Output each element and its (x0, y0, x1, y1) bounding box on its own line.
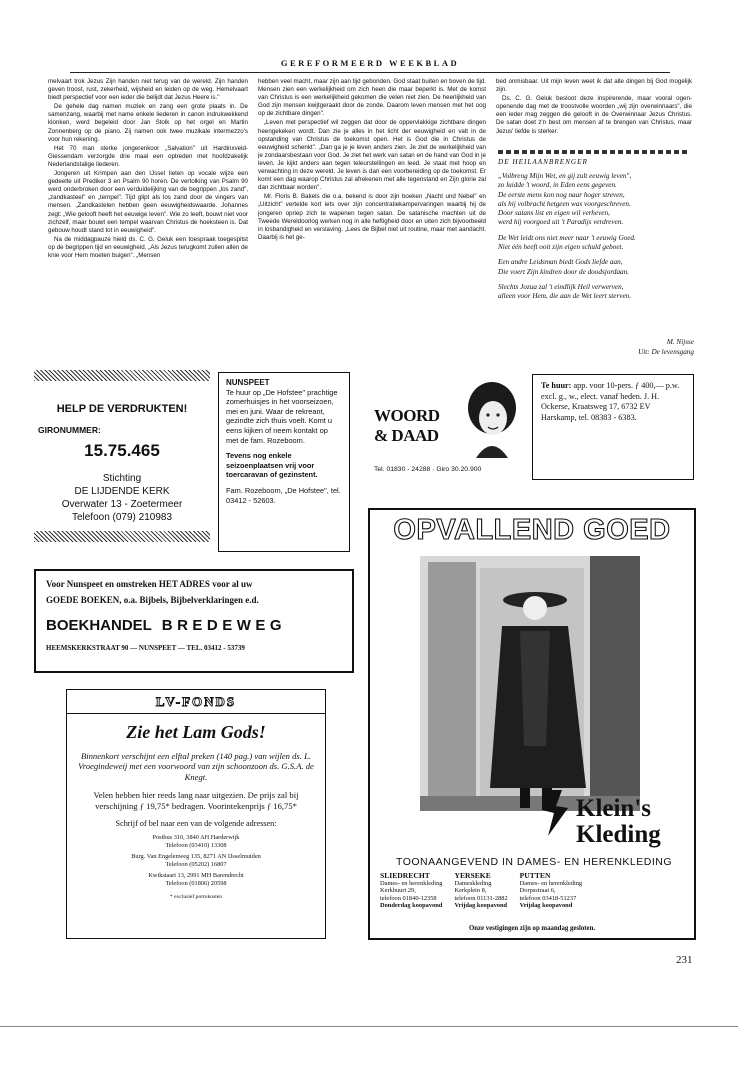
giro-label: GIRONUMMER: (38, 425, 101, 435)
te-huur-label: Te huur: (541, 381, 572, 390)
poem-line: Een andre Leidsman biedt Gods liefde aan, (498, 258, 623, 267)
page-header: GEREFORMEERD WEEKBLAD (280, 58, 460, 68)
dotted-border-bottom (34, 531, 210, 542)
te-huur-body: app. voor 10-pers. ƒ 400,— p.w. excl. g., w., elect. vanaf heden. J. H. Ockerse, Kraatsweg 17, 6732 EV Harskamp, tel. 08383 - 6383. (541, 381, 680, 422)
boek-name (46, 617, 342, 634)
paragraph: Ds. C. G. Geluk besloot deze inspirerende, maar vooral ogen-openende dag met de troostvolle woorden „wij zijn overwinnaars", die een ieder mag zeggen die gelooft in de Overwinnaar Jezus Christus. De satan doet z'n best om mensen af te brengen van Christus, maar Jezus' liefde is sterker. (496, 95, 692, 135)
poem-line: als hij volbracht hetgeen was voorgeschreven. (498, 199, 631, 208)
nunspeet-footer: Fam. Rozeboom, „De Hofstee", tel. 03412 - 52603. (226, 485, 341, 505)
giro-number: 15.75.465 (84, 441, 160, 460)
nunspeet-body: Te huur op „De Hofstee" prachtige zomerhuisjes in het voorseizoen, mei en juni. Waar de rekreant, gezindte zich thuis voelt. Komt u eens kijken of neem kontakt op met de fam. Rozeboom. (226, 387, 338, 445)
store-l1: Dameskleding (454, 879, 492, 887)
lv-addr-3: Kwikstaart 13, 2991 MH Barendrecht Telefoon (01806) 20598 (148, 872, 244, 887)
store-l1: Dames- en herenkleding (519, 879, 583, 887)
kleins-headline: OPVALLEND GOED (393, 514, 671, 546)
store-l4: Vrijdag koopavond (519, 902, 573, 910)
lv-write: Schrijf of bel naar een van de volgende adressen: (115, 819, 277, 829)
lv-intro: Binnenkort verschijnt een elftal preken (140 pag.) van wijlen ds. L. Vroegindeweij met een voorwoord van zijn schoonzoon ds. G.S.A. de Knegt. (78, 751, 314, 782)
paragraph: De gehele dag namen muziek en zang een grote plaats in. De samenzang, waarbij met name enkele liederen in canon indrukwekkend klonken, werd begeleid door Jan Stolk op het orgel en Martin Zonnenberg op de piano. Zij namen ook twee muzikale intermezzo's voor hun rekening. (48, 103, 248, 143)
kleins-brand-1: Klein's (576, 795, 652, 822)
help-title: HELP DE VERDRUKTEN! (56, 403, 188, 415)
boek-line-1: Voor Nunspeet en omstreken HET ADRES voor al uw (46, 579, 253, 589)
nunspeet-title: NUNSPEET (226, 378, 270, 387)
poem-title: DE HEILAANBRENGER (498, 158, 588, 166)
store-l3: telefoon 01131-2882 (454, 894, 508, 902)
poem-stanza (498, 234, 698, 253)
lv-title: Zie het Lam Gods! (126, 722, 266, 742)
dotted-border-top (34, 370, 210, 381)
store-l2: Dorpsstraat 6, (519, 887, 556, 895)
poem-line: De eerste mens kon nog naar hoger streven, (498, 190, 625, 199)
paragraph: bed onmisbaar. Uit mijn leven weet ik dat alle dingen bij God mogelijk zijn. (496, 78, 692, 94)
help-line-4: Telefoon (079) 210983 (71, 512, 173, 523)
poem-line: „Volbreng Mijn Wet, en gij zult eeuwig leven", (498, 172, 632, 180)
daad-logo: & DAAD (374, 426, 439, 445)
lv-addr-2: Burg. Van Engelenweg 135, 8271 AN IJsselmuiden Telefoon (05202) 16807 (131, 853, 261, 868)
help-line-1: Stichting (102, 473, 142, 484)
ad-lv-fonds (66, 689, 326, 939)
ad-lijdende-kerk (34, 370, 210, 560)
boek-name-2: BREDEWEG (161, 617, 287, 634)
lv-note: * exclusief portokosten (169, 893, 223, 900)
lv-rule (67, 713, 325, 714)
scan-edge (0, 1026, 738, 1027)
article-column-1 (48, 78, 248, 363)
fashion-photo (420, 556, 640, 811)
ad-nunspeet (218, 372, 350, 552)
ad-boekhandel (34, 569, 354, 673)
header-rule (70, 72, 670, 73)
poem-body (498, 172, 698, 308)
portrait-photo (464, 378, 520, 458)
poem-stanza (498, 172, 698, 228)
boek-name-1: BOEKHANDEL (46, 617, 152, 634)
poem-stanza (498, 283, 698, 302)
ad-woord-daad (368, 374, 526, 484)
store-l2: Kerkbuurt 29, (380, 887, 416, 895)
kleins-logo-icon (538, 790, 572, 836)
store-l4: Vrijdag koopavond (454, 902, 508, 910)
lv-order: Velen hebben hier reeds lang naar uitgezien. De prijs zal bij verschijning ƒ 19,75* bedragen. Voorintekenprijs ƒ 16,75* (93, 790, 299, 811)
store-info (514, 872, 588, 910)
article-column-3 (496, 78, 692, 158)
store-city: SLIEDRECHT (380, 871, 430, 880)
kleins-closed: Onze vestigingen zijn op maandag gesloten. (468, 925, 596, 932)
poem-line: zo luidde 't woord, in Eden eens gegeven. (498, 181, 617, 190)
ad-kleins-kleding (368, 508, 696, 940)
paragraph: hebben veel macht, maar zijn aan tijd gebonden. God staat buiten en boven de tijd. Mensen zien een werkelijkheid om zich heen die maar beperkt is. Met de komst van Christus is een werkelijkheid gekomen die velen niet zien. De heerlijkheid van God zijn mensen kwijtgeraakt door de zonde. Daarom leven mensen met het oog op de zichtbare dingen". (258, 78, 486, 118)
poem-line: Slechts Jozua zal 't eindlijk Heil verwerven, (498, 282, 624, 291)
kleins-brand-2: Kleding (576, 821, 661, 848)
store-table (374, 872, 588, 910)
paragraph: Het 70 man sterke jongerenkoor „Salvation" uit Hardinxveld-Giessendam verzorgde drie maal een optreden met hoofdzakelijk Nederlandstalige liederen. (48, 144, 248, 168)
boek-address: HEEMSKERKSTRAAT 90 — NUNSPEET — TEL. 03412 - 53739 (46, 644, 245, 652)
paragraph: Na de middagpauze hield ds. C. G. Geluk een toespraak toegespitst op de begrippen tijd en eeuwigheid. „Als Jezus terugkomt zullen allen de knie voor Hem moeten buigen". „Mensen (48, 235, 248, 259)
poem-author: M. Nijsse (666, 338, 694, 346)
help-line-2: DE LIJDENDE KERK (74, 486, 170, 497)
woord-logo: WOORD (374, 406, 440, 425)
poem-line: werd hij voorgoed uit 't Paradijs verdreven. (498, 218, 624, 227)
poem-line: Die voert Zijn kindren door de doodsjordaan. (498, 267, 630, 276)
store-info (374, 872, 448, 910)
lv-addr-1: Postbus 310, 3840 AH Harderwijk Telefoon (03410) 13308 (152, 834, 240, 849)
kleins-tagline: TOONAANGEVEND IN DAMES- EN HERENKLEDING (395, 856, 673, 868)
poem-divider (498, 150, 690, 154)
store-city: YERSEKE (454, 871, 491, 880)
lv-header: LV-FONDS (155, 694, 237, 709)
help-line-3: Overwater 13 - Zoetermeer (61, 499, 183, 510)
paragraph: Mr. Floris B. Bakels die o.a. bekend is door zijn boeken „Nacht und Nebel" en „Uitzicht" vertelde kort iets over zijn concentratiekampervaringen waarbij hij de jongeren opriep zich te wapenen tegen satan. De satanische machten uit de Tweede Wereldoorlog werken nog in alle heftigheid door en uiten zich bijvoorbeeld in losbandigheid en verslaving. „Lees de Bijbel niet uit routine, maar met aandacht. Daarbij is het ge- (258, 193, 486, 241)
article-column-2 (258, 78, 486, 363)
paragraph: „Leven met perspectief wil zeggen dat door de oppervlakkige zichtbare dingen heengekeken wordt. Dan zie je alles in het licht der eeuwigheid en valt in de opstanding van Christus de toekomst open. Het is God die in Christus de eeuwigheid schenkt". „Dan ga je je leven anders zien. Je ziet de werkelijkheid van je zondaarsbestaan voor God. Je ziet het werk van satan en de hand van God in je leven. Je kijkt anders aan tegen teleurstellingen en leed. Je staat met hoop en verwachting in deze wereld. Je leven is dan een voorbereiding op de toekomst. Er komt een dag waarop Christus zal afrekenen met alle tegenstand en Zijn glorie zal dan zichtbaar worden". (258, 119, 486, 192)
poem-line: Niet één heeft ooit zijn eigen schuld geboet. (498, 243, 624, 252)
store-l2: Kerkplein 8, (454, 887, 487, 895)
store-info (448, 872, 513, 910)
store-l3: telefoon 03418-51237 (519, 894, 577, 902)
nunspeet-bold: Tevens nog enkele seizoenplaatsen vrij voor toercaravan of gezinstent. (226, 451, 318, 480)
poem-line: Door satans list en eigen wil verheven, (498, 209, 610, 218)
store-l3: telefoon 01840-12358 (380, 894, 437, 902)
ad-te-huur (532, 374, 694, 480)
page-number: 231 (676, 954, 693, 966)
poem-line: De Wet leidt ons niet meer naar 't eeuwig Goed. (498, 233, 636, 242)
paragraph: melvaart trok Jezus Zijn handen niet terug van de wereld. Zijn handen geven troost, rust, zekerheid, wijsheid en leiden op de weg. Hemelvaart biedt perspectief voor een ieder die belijdt dat Jezus Heere is." (48, 78, 248, 102)
poem-line: alleen voor Hem, die aan de Wet leert sterven. (498, 292, 632, 301)
poem-source: Uit: De levensgang (638, 348, 694, 356)
paragraph: Jongeren uit Krimpen aan den IJssel lieten op vocale wijze een gedeelte uit Prediker 3 en Psalm 90 horen. De vertolking van Psalm 90 werd onderbroken door een verduidelijking van de begrippen „los zand", „zandkasteel" en „tempel". Tijd glipt als los zand door de vingers van mensen. „Zandkastelen hebben geen eeuwigheidswaarde. Johannes zegt: „Wie gelooft heeft het eeuwige leven". Wie zo leeft, bouwt niet voor zichzelf, maar bouwt een tempel waarvan Christus de hoeksteen is. Dat gebouw houdt stand tot in eeuwigheid". (48, 170, 248, 234)
store-l4: Donderdag koopavond (380, 902, 443, 910)
poem-stanza (498, 258, 698, 277)
woord-contact: Tel. 01830 - 24288 · Giro 30.20.900 (374, 466, 482, 473)
store-l1: Dames- en herenkleding (380, 879, 443, 887)
boek-line-2: GOEDE BOEKEN, o.a. Bijbels, Bijbelverklaringen e.d. (46, 595, 259, 605)
store-city: PUTTEN (519, 871, 551, 880)
